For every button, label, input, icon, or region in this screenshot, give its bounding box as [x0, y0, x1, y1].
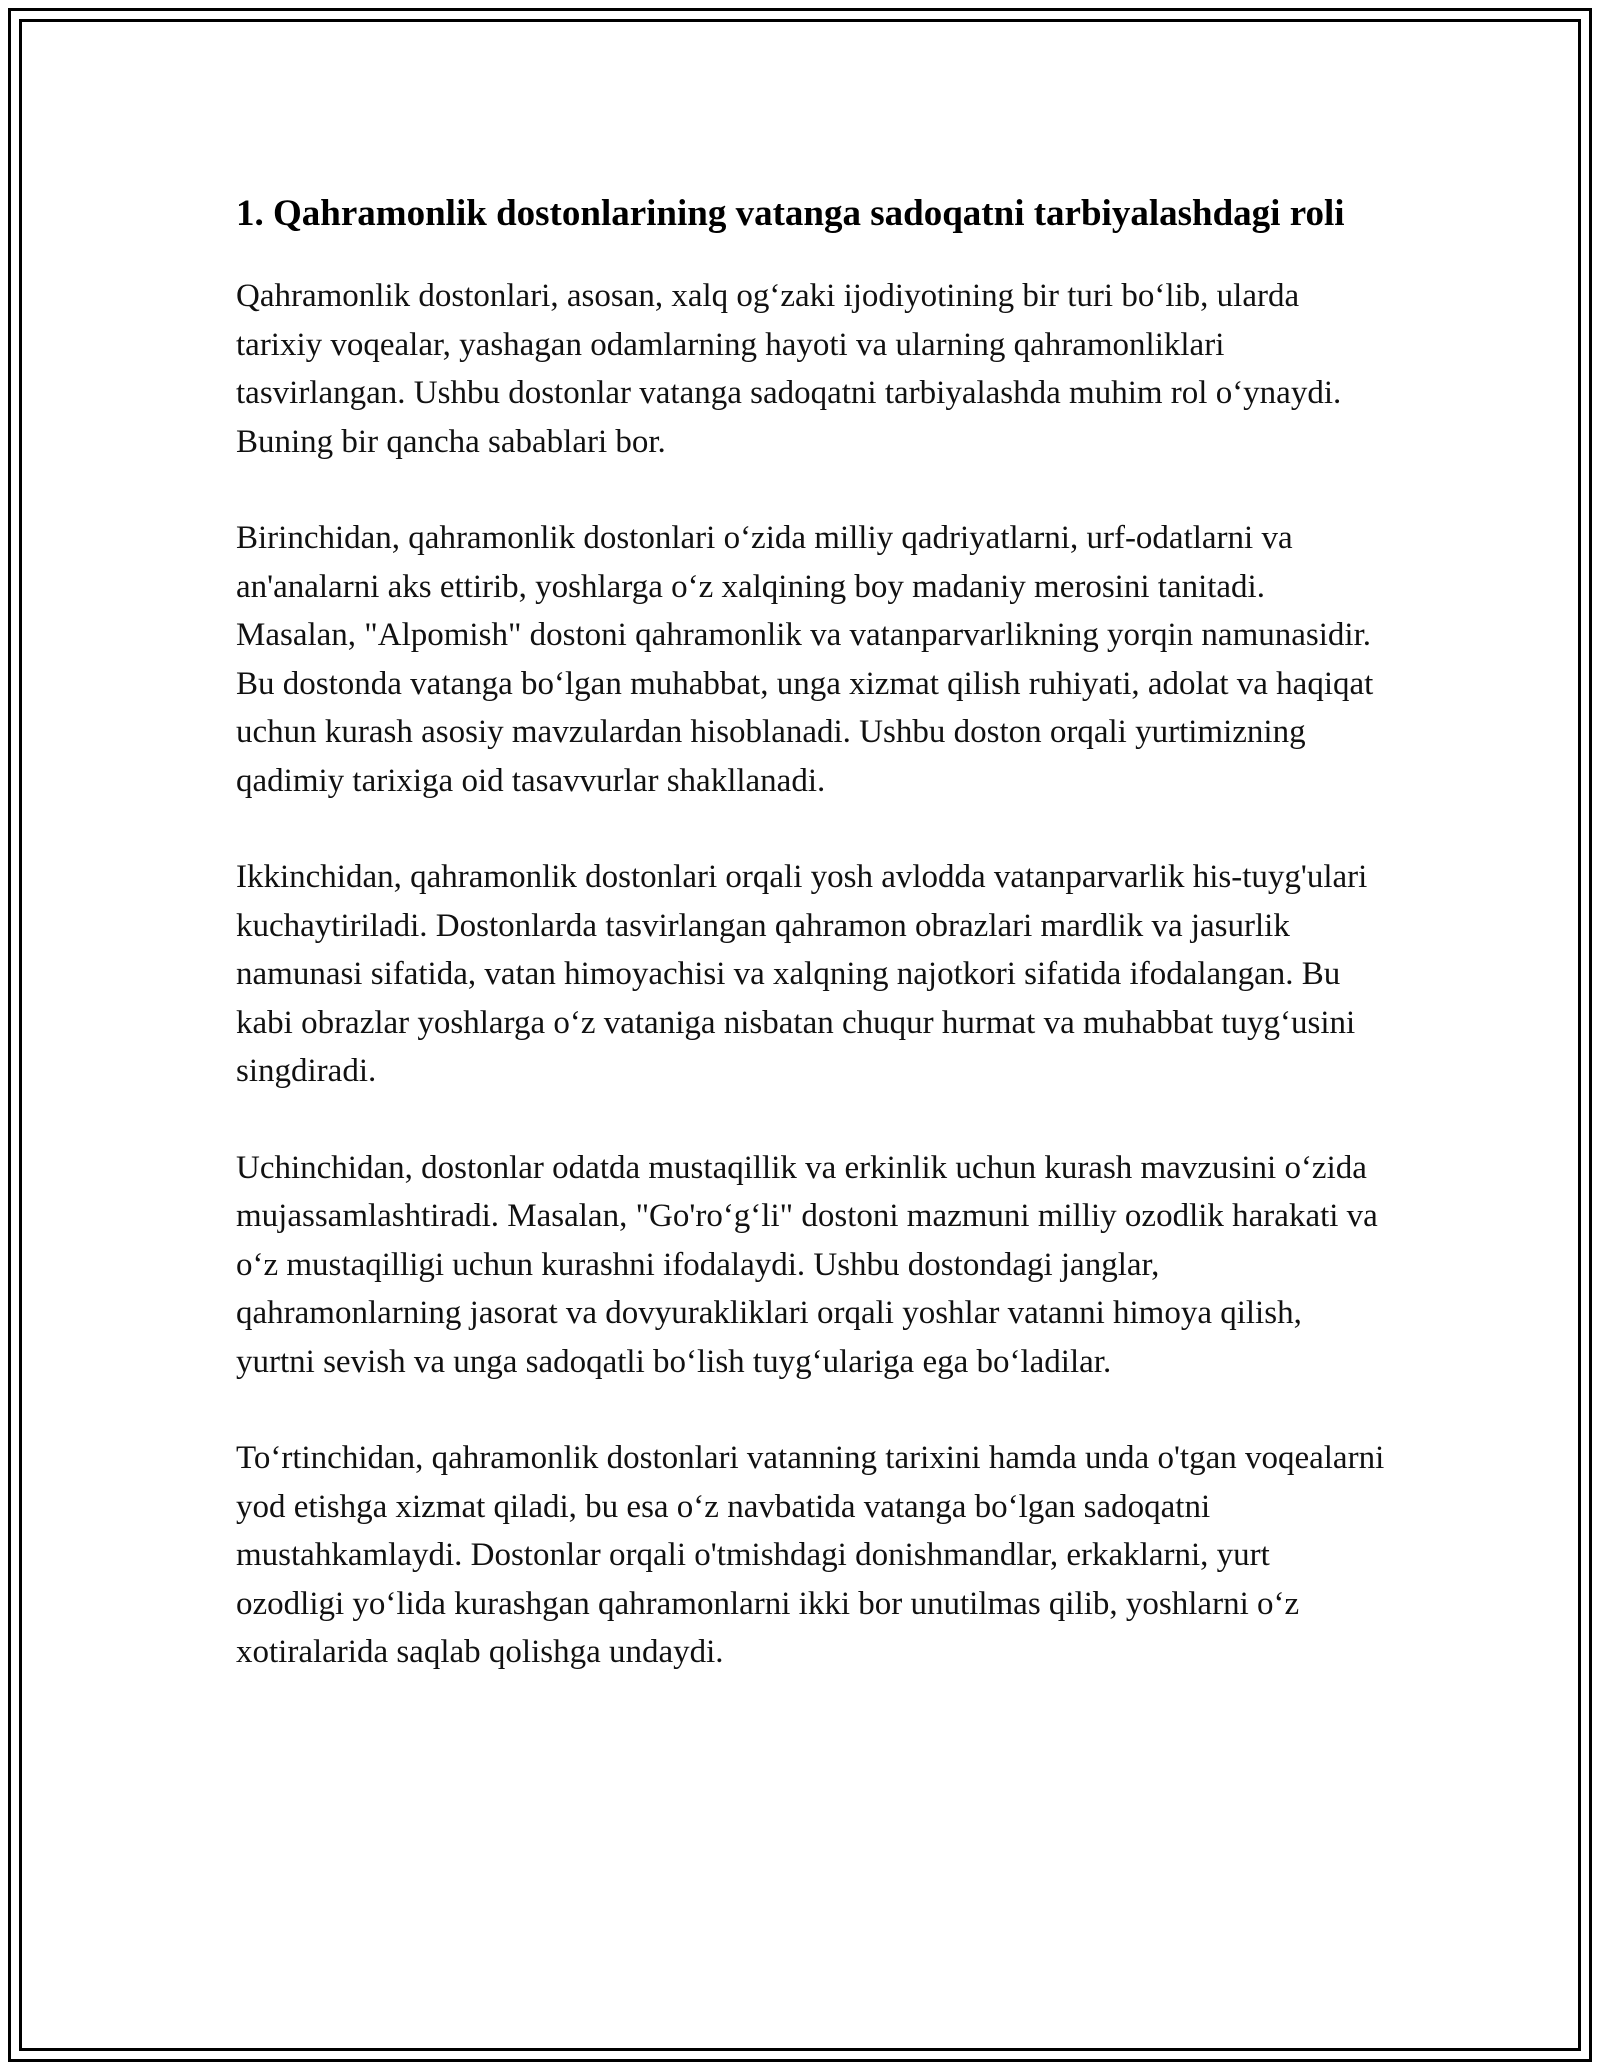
- paragraph-second-reason: Ikkinchidan, qahramonlik dostonlari orqali yosh avlodda vatanparvarlik his-tuyg'ulari kuchaytiriladi. Dostonlarda tasvirlangan qahramon obrazlari mardlik va jasurlik namunasi sifatida, vatan himoyachisi va xalqning najotkori sifatida ifodalangan. Bu kabi obrazlar yoshlarga o‘z vataniga nisbatan chuqur hurmat va muhabbat tuyg‘usini singdiradi.: [236, 859, 1368, 1089]
- document-body: [236, 186, 1386, 1725]
- paragraph-intro: Qahramonlik dostonlari, asosan, xalq og‘zaki ijodiyotining bir turi bo‘lib, ularda tarixiy voqealar, yashagan odamlarning hayoti va ularning qahramonliklari tasvirlangan. Ushbu dostonlar vatanga sadoqatni tarbiyalashda muhim rol o‘ynaydi. Buning bir qancha sabablari bor.: [236, 278, 1342, 460]
- paragraph-third-reason: Uchinchidan, dostonlar odatda mustaqillik va erkinlik uchun kurash mavzusini o‘zida mujassamlashtiradi. Masalan, "Go'ro‘g‘li" dostoni mazmuni milliy ozodlik harakati va o‘z mustaqilligi uchun kurashni ifodalaydi. Ushbu dostondagi janglar, qahramonlarning jasorat va dovyurakliklari orqali yoshlar vatanni himoya qilish, yurtni sevish va unga sadoqatli bo‘lish tuyg‘ulariga ega bo‘ladilar.: [236, 1149, 1378, 1380]
- paragraph-fourth-reason: To‘rtinchidan, qahramonlik dostonlari vatanning tarixini hamda unda o'tgan voqealarni yod etishga xizmat qiladi, bu esa o‘z navbatida vatanga bo‘lgan sadoqatni mustahkamlaydi. Dostonlar orqali o'tmishdagi donishmandlar, erkaklarni, yurt ozodligi yo‘lida kurashgan qahramonlarni ikki bor unutilmas qilib, yoshlarni o‘z xotiralarida saqlab qolishga undaydi.: [236, 1440, 1385, 1670]
- section-heading: 1. Qahramonlik dostonlarining vatanga sadoqatni tarbiyalashdagi roli: [236, 193, 1345, 234]
- paragraph-first-reason: Birinchidan, qahramonlik dostonlari o‘zida milliy qadriyatlarni, urf-odatlarni va an'analarni aks ettirib, yoshlarga o‘z xalqining boy madaniy merosini tanitadi. Masalan, "Alpomish" dostoni qahramonlik va vatanparvarlikning yorqin namunasidir. Bu dostonda vatanga bo‘lgan muhabbat, unga xizmat qilish ruhiyati, adolat va haqiqat uchun kurash asosiy mavzulardan hisoblanadi. Ushbu doston orqali yurtimizning qadimiy tarixiga oid tasavvurlar shakllanadi.: [236, 520, 1374, 799]
